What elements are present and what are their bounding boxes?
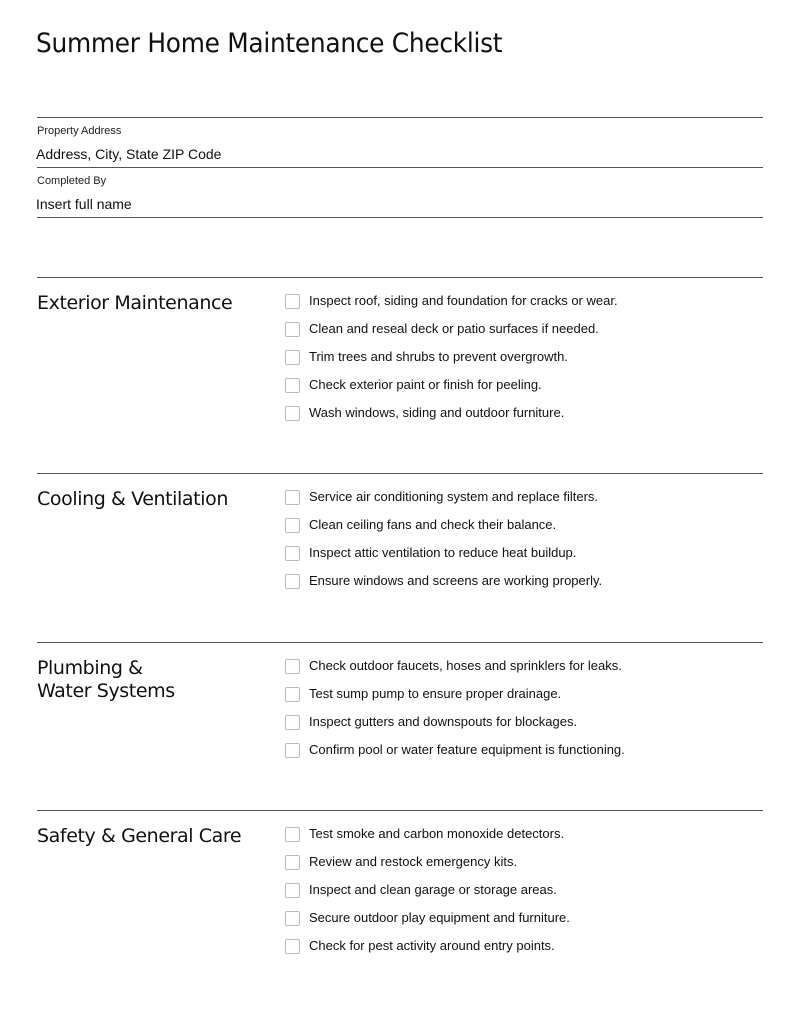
checkbox[interactable] [285,827,300,842]
checklist-item-label: Check outdoor faucets, hoses and sprinklers for leaks. [309,658,622,673]
checkbox[interactable] [285,743,300,758]
page-title: Summer Home Maintenance Checklist [36,28,503,59]
checklist-item[interactable] [285,657,625,685]
section-plumbing-water-systems [37,642,763,757]
checklist-item-label: Service air conditioning system and replace filters. [309,489,599,504]
checklist [285,292,618,432]
checklist [285,657,625,769]
checkbox[interactable] [285,883,300,898]
checklist-item-label: Trim trees and shrubs to prevent overgrowth. [309,349,568,364]
completed-by-field[interactable] [37,168,763,218]
checklist-item-label: Test sump pump to ensure proper drainage. [309,686,562,701]
checklist-item-label: Inspect gutters and downspouts for blockages. [309,714,578,729]
checklist-item-label: Confirm pool or water feature equipment is functioning. [309,742,625,757]
property-address-field[interactable] [37,118,763,168]
checklist-item[interactable] [285,404,618,432]
checklist-item[interactable] [285,937,570,965]
property-address-input[interactable]: Address, City, State ZIP Code [36,146,222,162]
checklist-item-label: Test smoke and carbon monoxide detectors. [309,826,565,841]
section-title-line: Water Systems [37,680,175,702]
info-fields [37,117,763,218]
checkbox[interactable] [285,939,300,954]
checklist-item-label: Check for pest activity around entry points. [309,938,555,953]
section-title: Exterior Maintenance [37,292,233,314]
checklist-item-label: Clean ceiling fans and check their balance. [309,517,557,532]
checklist-item[interactable] [285,572,602,600]
checklist-item[interactable] [285,348,618,376]
checklist-item[interactable] [285,713,625,741]
checkbox[interactable] [285,855,300,870]
checkbox[interactable] [285,518,300,533]
checklist-item[interactable] [285,685,625,713]
checklist [285,488,602,600]
checklist-item-label: Secure outdoor play equipment and furniture. [309,910,570,925]
checklist [285,825,570,965]
checklist-item[interactable] [285,488,602,516]
checklist-item-label: Check exterior paint or finish for peeling. [309,377,542,392]
section-title [37,657,267,703]
checkbox[interactable] [285,490,300,505]
section-title: Cooling & Ventilation [37,488,228,510]
checklist-item-label: Inspect attic ventilation to reduce heat buildup. [309,545,577,560]
section-exterior-maintenance [37,277,763,420]
checkbox[interactable] [285,378,300,393]
checkbox[interactable] [285,659,300,674]
checklist-item[interactable] [285,909,570,937]
checklist-item[interactable] [285,741,625,769]
section-safety-general-care [37,810,763,953]
checkbox[interactable] [285,687,300,702]
checkbox[interactable] [285,546,300,561]
field-label: Completed By [37,175,107,187]
checklist-item[interactable] [285,516,602,544]
section-title-line: Plumbing & [37,657,143,679]
checklist-item[interactable] [285,320,618,348]
checklist-item-label: Review and restock emergency kits. [309,854,518,869]
checkbox[interactable] [285,574,300,589]
checkbox[interactable] [285,911,300,926]
checklist-item[interactable] [285,881,570,909]
section-title: Safety & General Care [37,825,242,847]
checklist-item[interactable] [285,292,618,320]
checkbox[interactable] [285,715,300,730]
checkbox[interactable] [285,406,300,421]
checklist-item[interactable] [285,825,570,853]
section-cooling-ventilation [37,473,763,588]
completed-by-input[interactable]: Insert full name [36,196,132,212]
field-label: Property Address [37,125,122,137]
checklist-item[interactable] [285,544,602,572]
checklist-item-label: Clean and reseal deck or patio surfaces if needed. [309,321,599,336]
checklist-item[interactable] [285,376,618,404]
checkbox[interactable] [285,350,300,365]
checklist-item[interactable] [285,853,570,881]
checkbox[interactable] [285,294,300,309]
checklist-item-label: Ensure windows and screens are working properly. [309,573,603,588]
checklist-item-label: Wash windows, siding and outdoor furniture. [309,405,565,420]
checklist-item-label: Inspect and clean garage or storage areas. [309,882,557,897]
checklist-item-label: Inspect roof, siding and foundation for cracks or wear. [309,293,618,308]
checkbox[interactable] [285,322,300,337]
